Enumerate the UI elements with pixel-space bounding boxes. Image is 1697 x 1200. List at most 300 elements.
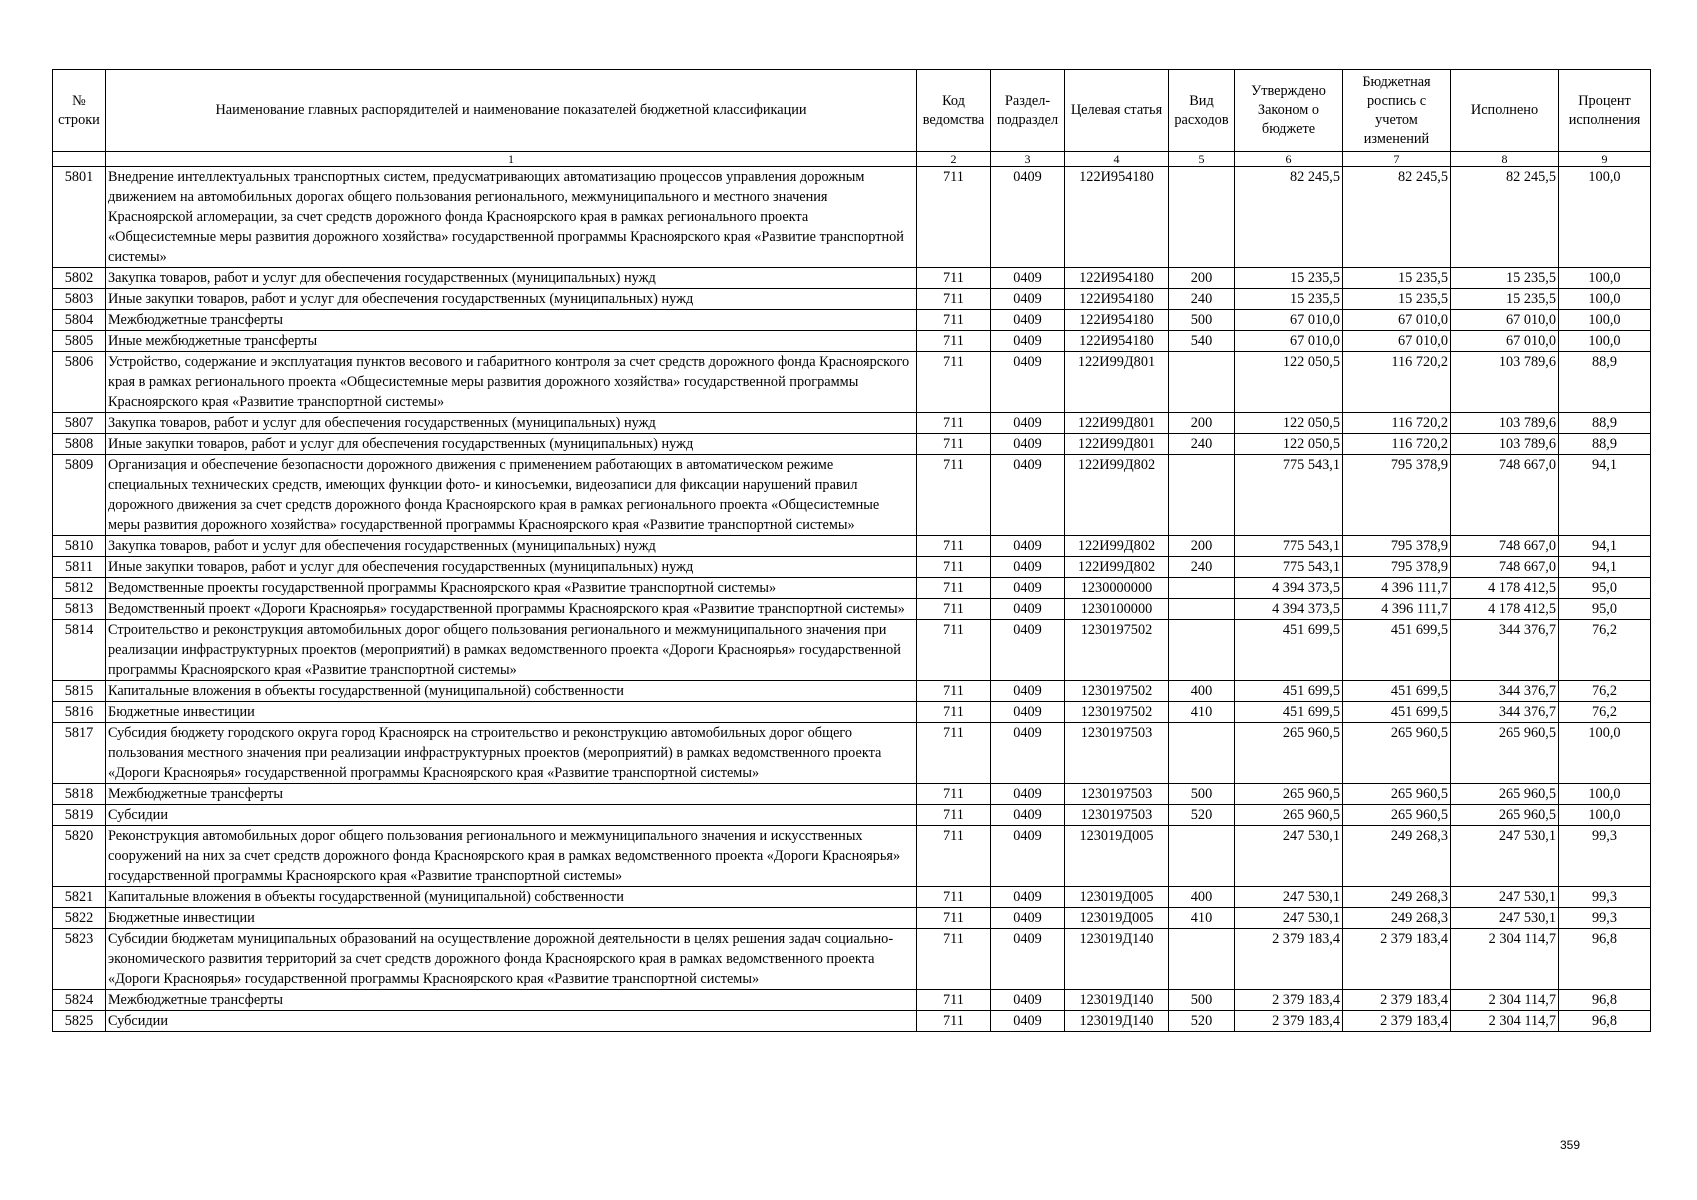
executed-amount-cell: 247 530,1 [1451,826,1559,887]
section-code-cell: 0409 [991,310,1065,331]
header-row [53,70,1651,152]
budget-plan-amount-cell: 2 379 183,4 [1343,990,1451,1011]
execution-percent-cell: 100,0 [1559,331,1651,352]
section-code-cell: 0409 [991,289,1065,310]
target-item-cell: 122И954180 [1065,268,1169,289]
table-body [53,167,1651,1032]
row-number-cell: 5805 [53,331,106,352]
column-number: 8 [1451,152,1559,167]
row-number-cell: 5811 [53,557,106,578]
executed-amount-cell: 4 178 412,5 [1451,599,1559,620]
executed-amount-cell: 2 304 114,7 [1451,990,1559,1011]
execution-percent-cell: 76,2 [1559,620,1651,681]
execution-percent-cell: 88,9 [1559,352,1651,413]
department-code-cell: 711 [917,805,991,826]
target-item-cell: 122И954180 [1065,167,1169,268]
row-number-cell: 5801 [53,167,106,268]
item-name-cell: Иные закупки товаров, работ и услуг для обеспечения государственных (муниципальных) нужд [106,557,917,578]
department-code-cell: 711 [917,599,991,620]
approved-amount-cell: 775 543,1 [1235,536,1343,557]
row-number-cell: 5815 [53,681,106,702]
executed-amount-cell: 265 960,5 [1451,723,1559,784]
section-code-cell: 0409 [991,578,1065,599]
executed-amount-cell: 247 530,1 [1451,908,1559,929]
expense-type-cell: 520 [1169,1011,1235,1032]
table-row [53,578,1651,599]
budget-plan-amount-cell: 15 235,5 [1343,268,1451,289]
table-row [53,784,1651,805]
department-code-cell: 711 [917,434,991,455]
target-item-cell: 122И954180 [1065,289,1169,310]
item-name-cell: Устройство, содержание и эксплуатация пунктов весового и габаритного контроля за счет средств дорожного фонда Красноярского края в рамках регионального проекта «Общесистемные меры развития дорожного хозяйства» государственной программы Красноярского края «Развитие транспортной системы» [106,352,917,413]
target-item-cell: 1230197502 [1065,681,1169,702]
section-code-cell: 0409 [991,620,1065,681]
approved-amount-cell: 775 543,1 [1235,455,1343,536]
execution-percent-cell: 100,0 [1559,723,1651,784]
table-row [53,536,1651,557]
expense-type-cell: 200 [1169,268,1235,289]
target-item-cell: 1230197502 [1065,702,1169,723]
table-row [53,352,1651,413]
section-code-cell: 0409 [991,908,1065,929]
table-row [53,289,1651,310]
approved-amount-cell: 122 050,5 [1235,434,1343,455]
header-executed: Исполнено [1451,70,1559,152]
target-item-cell: 1230000000 [1065,578,1169,599]
table-row [53,434,1651,455]
department-code-cell: 711 [917,908,991,929]
approved-amount-cell: 67 010,0 [1235,331,1343,352]
executed-amount-cell: 4 178 412,5 [1451,578,1559,599]
table-row [53,929,1651,990]
approved-amount-cell: 451 699,5 [1235,681,1343,702]
executed-amount-cell: 2 304 114,7 [1451,1011,1559,1032]
department-code-cell: 711 [917,578,991,599]
executed-amount-cell: 15 235,5 [1451,268,1559,289]
department-code-cell: 711 [917,990,991,1011]
approved-amount-cell: 265 960,5 [1235,805,1343,826]
table-row [53,620,1651,681]
item-name-cell: Иные закупки товаров, работ и услуг для обеспечения государственных (муниципальных) нужд [106,289,917,310]
budget-plan-amount-cell: 249 268,3 [1343,908,1451,929]
budget-plan-amount-cell: 795 378,9 [1343,455,1451,536]
budget-plan-amount-cell: 67 010,0 [1343,310,1451,331]
execution-percent-cell: 96,8 [1559,990,1651,1011]
budget-plan-amount-cell: 265 960,5 [1343,723,1451,784]
column-number-row [53,152,1651,167]
item-name-cell: Капитальные вложения в объекты государственной (муниципальной) собственности [106,681,917,702]
row-number-cell: 5825 [53,1011,106,1032]
execution-percent-cell: 100,0 [1559,310,1651,331]
execution-percent-cell: 100,0 [1559,167,1651,268]
budget-plan-amount-cell: 249 268,3 [1343,887,1451,908]
row-number-cell: 5819 [53,805,106,826]
header-section: Раздел-подраздел [991,70,1065,152]
executed-amount-cell: 247 530,1 [1451,887,1559,908]
approved-amount-cell: 4 394 373,5 [1235,599,1343,620]
row-number-cell: 5807 [53,413,106,434]
table-row [53,310,1651,331]
budget-plan-amount-cell: 265 960,5 [1343,805,1451,826]
expense-type-cell [1169,620,1235,681]
department-code-cell: 711 [917,702,991,723]
row-number-cell: 5812 [53,578,106,599]
target-item-cell: 122И99Д802 [1065,536,1169,557]
item-name-cell: Строительство и реконструкция автомобильных дорог общего пользования регионального и межмуниципального значения при реализации инфраструктурных проектов (мероприятий) в рамках ведомственного проекта «Дороги Красноярья» государственной программы Красноярского края «Развитие транспортной системы» [106,620,917,681]
execution-percent-cell: 100,0 [1559,805,1651,826]
item-name-cell: Субсидии [106,805,917,826]
item-name-cell: Межбюджетные трансферты [106,310,917,331]
expense-type-cell: 400 [1169,681,1235,702]
row-number-cell: 5824 [53,990,106,1011]
item-name-cell: Реконструкция автомобильных дорог общего пользования регионального и межмуниципального значения и искусственных сооружений на них за счет средств дорожного фонда Красноярского края в рамках ведомственного проекта «Дороги Красноярья» государственной программы Красноярского края «Развитие транспортной системы» [106,826,917,887]
department-code-cell: 711 [917,167,991,268]
expense-type-cell [1169,352,1235,413]
budget-plan-amount-cell: 451 699,5 [1343,620,1451,681]
row-number-cell: 5802 [53,268,106,289]
executed-amount-cell: 103 789,6 [1451,434,1559,455]
item-name-cell: Организация и обеспечение безопасности дорожного движения с применением работающих в автоматическом режиме специальных технических средств, имеющих функции фото- и киносъемки, видеозаписи для фиксации нарушений правил дорожного движения за счет средств дорожного фонда Красноярского края в рамках регионального проекта «Общесистемные меры развития дорожного хозяйства» государственной программы Красноярского края «Развитие транспортной системы» [106,455,917,536]
column-number: 9 [1559,152,1651,167]
execution-percent-cell: 95,0 [1559,578,1651,599]
approved-amount-cell: 247 530,1 [1235,826,1343,887]
row-number-cell: 5808 [53,434,106,455]
header-budget-plan: Бюджетная роспись с учетом изменений [1343,70,1451,152]
approved-amount-cell: 247 530,1 [1235,887,1343,908]
expense-type-cell: 520 [1169,805,1235,826]
expense-type-cell [1169,167,1235,268]
department-code-cell: 711 [917,929,991,990]
executed-amount-cell: 265 960,5 [1451,784,1559,805]
expense-type-cell: 240 [1169,434,1235,455]
expense-type-cell [1169,578,1235,599]
department-code-cell: 711 [917,1011,991,1032]
row-number-cell: 5804 [53,310,106,331]
executed-amount-cell: 344 376,7 [1451,681,1559,702]
table-row [53,908,1651,929]
target-item-cell: 123019Д140 [1065,1011,1169,1032]
budget-plan-amount-cell: 2 379 183,4 [1343,929,1451,990]
budget-plan-amount-cell: 116 720,2 [1343,352,1451,413]
target-item-cell: 1230197502 [1065,620,1169,681]
row-number-cell: 5817 [53,723,106,784]
table-row [53,413,1651,434]
table-row [53,557,1651,578]
row-number-cell: 5806 [53,352,106,413]
row-number-cell: 5814 [53,620,106,681]
execution-percent-cell: 94,1 [1559,557,1651,578]
section-code-cell: 0409 [991,702,1065,723]
section-code-cell: 0409 [991,455,1065,536]
expense-type-cell: 540 [1169,331,1235,352]
target-item-cell: 122И99Д801 [1065,434,1169,455]
row-number-cell: 5809 [53,455,106,536]
header-department-code: Код ведомства [917,70,991,152]
department-code-cell: 711 [917,310,991,331]
department-code-cell: 711 [917,681,991,702]
executed-amount-cell: 265 960,5 [1451,805,1559,826]
department-code-cell: 711 [917,413,991,434]
item-name-cell: Внедрение интеллектуальных транспортных систем, предусматривающих автоматизацию процессов управления дорожным движением на автомобильных дорогах общего пользования регионального, межмуниципального и местного значения Красноярской агломерации, за счет средств дорожного фонда Красноярского края в рамках регионального проекта «Общесистемные меры развития дорожного хозяйства» государственной программы Красноярского края «Развитие транспортной системы» [106,167,917,268]
target-item-cell: 122И954180 [1065,331,1169,352]
budget-plan-amount-cell: 795 378,9 [1343,536,1451,557]
item-name-cell: Межбюджетные трансферты [106,784,917,805]
table-row [53,805,1651,826]
section-code-cell: 0409 [991,805,1065,826]
column-number: 7 [1343,152,1451,167]
item-name-cell: Межбюджетные трансферты [106,990,917,1011]
department-code-cell: 711 [917,826,991,887]
execution-percent-cell: 88,9 [1559,413,1651,434]
expense-type-cell [1169,455,1235,536]
approved-amount-cell: 4 394 373,5 [1235,578,1343,599]
execution-percent-cell: 94,1 [1559,536,1651,557]
column-number: 5 [1169,152,1235,167]
executed-amount-cell: 103 789,6 [1451,352,1559,413]
execution-percent-cell: 94,1 [1559,455,1651,536]
budget-plan-amount-cell: 4 396 111,7 [1343,599,1451,620]
execution-percent-cell: 99,3 [1559,887,1651,908]
column-number: 1 [106,152,917,167]
section-code-cell: 0409 [991,784,1065,805]
budget-plan-amount-cell: 451 699,5 [1343,681,1451,702]
header-expense-type: Вид расходов [1169,70,1235,152]
department-code-cell: 711 [917,620,991,681]
table-row [53,167,1651,268]
expense-type-cell: 410 [1169,702,1235,723]
section-code-cell: 0409 [991,599,1065,620]
expense-type-cell: 200 [1169,536,1235,557]
expense-type-cell [1169,723,1235,784]
expense-type-cell: 500 [1169,784,1235,805]
target-item-cell: 123019Д005 [1065,908,1169,929]
executed-amount-cell: 67 010,0 [1451,331,1559,352]
table-row [53,455,1651,536]
budget-plan-amount-cell: 795 378,9 [1343,557,1451,578]
approved-amount-cell: 2 379 183,4 [1235,929,1343,990]
table-row [53,599,1651,620]
executed-amount-cell: 344 376,7 [1451,702,1559,723]
section-code-cell: 0409 [991,990,1065,1011]
executed-amount-cell: 2 304 114,7 [1451,929,1559,990]
approved-amount-cell: 15 235,5 [1235,289,1343,310]
department-code-cell: 711 [917,536,991,557]
item-name-cell: Закупка товаров, работ и услуг для обеспечения государственных (муниципальных) нужд [106,413,917,434]
execution-percent-cell: 99,3 [1559,826,1651,887]
item-name-cell: Закупка товаров, работ и услуг для обеспечения государственных (муниципальных) нужд [106,536,917,557]
target-item-cell: 122И954180 [1065,310,1169,331]
execution-percent-cell: 88,9 [1559,434,1651,455]
section-code-cell: 0409 [991,1011,1065,1032]
execution-percent-cell: 100,0 [1559,784,1651,805]
column-number: 4 [1065,152,1169,167]
column-number: 6 [1235,152,1343,167]
target-item-cell: 122И99Д802 [1065,557,1169,578]
column-number: 3 [991,152,1065,167]
item-name-cell: Иные закупки товаров, работ и услуг для обеспечения государственных (муниципальных) нужд [106,434,917,455]
department-code-cell: 711 [917,557,991,578]
target-item-cell: 122И99Д801 [1065,352,1169,413]
approved-amount-cell: 2 379 183,4 [1235,990,1343,1011]
expense-type-cell [1169,599,1235,620]
expense-type-cell: 200 [1169,413,1235,434]
column-number: 2 [917,152,991,167]
department-code-cell: 711 [917,784,991,805]
execution-percent-cell: 95,0 [1559,599,1651,620]
header-name: Наименование главных распорядителей и наименование показателей бюджетной классификации [106,70,917,152]
section-code-cell: 0409 [991,167,1065,268]
expense-type-cell: 240 [1169,289,1235,310]
execution-percent-cell: 99,3 [1559,908,1651,929]
approved-amount-cell: 265 960,5 [1235,723,1343,784]
execution-percent-cell: 76,2 [1559,681,1651,702]
target-item-cell: 123019Д005 [1065,887,1169,908]
row-number-cell: 5816 [53,702,106,723]
section-code-cell: 0409 [991,536,1065,557]
department-code-cell: 711 [917,289,991,310]
target-item-cell: 123019Д140 [1065,990,1169,1011]
section-code-cell: 0409 [991,681,1065,702]
executed-amount-cell: 67 010,0 [1451,310,1559,331]
item-name-cell: Иные межбюджетные трансферты [106,331,917,352]
section-code-cell: 0409 [991,413,1065,434]
table-row [53,723,1651,784]
department-code-cell: 711 [917,723,991,784]
budget-table [52,69,1651,1032]
row-number-cell: 5803 [53,289,106,310]
section-code-cell: 0409 [991,557,1065,578]
section-code-cell: 0409 [991,268,1065,289]
approved-amount-cell: 451 699,5 [1235,702,1343,723]
budget-plan-amount-cell: 451 699,5 [1343,702,1451,723]
section-code-cell: 0409 [991,434,1065,455]
department-code-cell: 711 [917,352,991,413]
item-name-cell: Субсидии [106,1011,917,1032]
section-code-cell: 0409 [991,723,1065,784]
approved-amount-cell: 2 379 183,4 [1235,1011,1343,1032]
approved-amount-cell: 67 010,0 [1235,310,1343,331]
row-number-cell: 5823 [53,929,106,990]
approved-amount-cell: 451 699,5 [1235,620,1343,681]
item-name-cell: Бюджетные инвестиции [106,702,917,723]
table-row [53,887,1651,908]
header-percent: Процент исполнения [1559,70,1651,152]
section-code-cell: 0409 [991,331,1065,352]
header-target-item: Целевая статья [1065,70,1169,152]
item-name-cell: Капитальные вложения в объекты государственной (муниципальной) собственности [106,887,917,908]
item-name-cell: Закупка товаров, работ и услуг для обеспечения государственных (муниципальных) нужд [106,268,917,289]
table-row [53,331,1651,352]
target-item-cell: 1230197503 [1065,805,1169,826]
approved-amount-cell: 122 050,5 [1235,352,1343,413]
executed-amount-cell: 15 235,5 [1451,289,1559,310]
table-row [53,681,1651,702]
row-number-cell: 5821 [53,887,106,908]
executed-amount-cell: 82 245,5 [1451,167,1559,268]
execution-percent-cell: 100,0 [1559,289,1651,310]
header-approved: Утверждено Законом о бюджете [1235,70,1343,152]
executed-amount-cell: 103 789,6 [1451,413,1559,434]
header-row-number: № строки [53,70,106,152]
approved-amount-cell: 82 245,5 [1235,167,1343,268]
budget-plan-amount-cell: 67 010,0 [1343,331,1451,352]
executed-amount-cell: 748 667,0 [1451,536,1559,557]
expense-type-cell [1169,826,1235,887]
executed-amount-cell: 748 667,0 [1451,455,1559,536]
target-item-cell: 1230100000 [1065,599,1169,620]
approved-amount-cell: 122 050,5 [1235,413,1343,434]
executed-amount-cell: 344 376,7 [1451,620,1559,681]
budget-plan-amount-cell: 2 379 183,4 [1343,1011,1451,1032]
expense-type-cell: 410 [1169,908,1235,929]
section-code-cell: 0409 [991,887,1065,908]
expense-type-cell: 400 [1169,887,1235,908]
item-name-cell: Бюджетные инвестиции [106,908,917,929]
target-item-cell: 123019Д140 [1065,929,1169,990]
execution-percent-cell: 96,8 [1559,929,1651,990]
table-row [53,702,1651,723]
department-code-cell: 711 [917,887,991,908]
budget-plan-amount-cell: 82 245,5 [1343,167,1451,268]
target-item-cell: 1230197503 [1065,723,1169,784]
budget-plan-amount-cell: 265 960,5 [1343,784,1451,805]
section-code-cell: 0409 [991,826,1065,887]
approved-amount-cell: 15 235,5 [1235,268,1343,289]
row-number-cell: 5810 [53,536,106,557]
target-item-cell: 122И99Д802 [1065,455,1169,536]
table-row [53,826,1651,887]
expense-type-cell [1169,929,1235,990]
table-row [53,990,1651,1011]
target-item-cell: 123019Д005 [1065,826,1169,887]
department-code-cell: 711 [917,455,991,536]
row-number-cell: 5822 [53,908,106,929]
execution-percent-cell: 100,0 [1559,268,1651,289]
item-name-cell: Ведомственные проекты государственной программы Красноярского края «Развитие транспортной системы» [106,578,917,599]
budget-plan-amount-cell: 116 720,2 [1343,434,1451,455]
item-name-cell: Субсидия бюджету городского округа город Красноярск на строительство и реконструкцию автомобильных дорог общего пользования местного значения при реализации инфраструктурных проектов (мероприятий) в рамках ведомственного проекта «Дороги Красноярья» государственной программы Красноярского края «Развитие транспортной системы» [106,723,917,784]
approved-amount-cell: 265 960,5 [1235,784,1343,805]
budget-plan-amount-cell: 249 268,3 [1343,826,1451,887]
page-number: 359 [1560,1138,1581,1152]
budget-plan-amount-cell: 116 720,2 [1343,413,1451,434]
approved-amount-cell: 775 543,1 [1235,557,1343,578]
department-code-cell: 711 [917,331,991,352]
execution-percent-cell: 96,8 [1559,1011,1651,1032]
target-item-cell: 1230197503 [1065,784,1169,805]
row-number-cell: 5818 [53,784,106,805]
target-item-cell: 122И99Д801 [1065,413,1169,434]
section-code-cell: 0409 [991,352,1065,413]
expense-type-cell: 240 [1169,557,1235,578]
item-name-cell: Субсидии бюджетам муниципальных образований на осуществление дорожной деятельности в целях решения задач социально-экономического развития территорий за счет средств дорожного фонда Красноярского края в рамках ведомственного проекта «Дороги Красноярья» государственной программы Красноярского края «Развитие транспортной системы» [106,929,917,990]
expense-type-cell: 500 [1169,990,1235,1011]
row-number-cell: 5813 [53,599,106,620]
row-number-cell: 5820 [53,826,106,887]
budget-plan-amount-cell: 4 396 111,7 [1343,578,1451,599]
executed-amount-cell: 748 667,0 [1451,557,1559,578]
execution-percent-cell: 76,2 [1559,702,1651,723]
table-row [53,268,1651,289]
column-number-empty [53,152,106,167]
item-name-cell: Ведомственный проект «Дороги Красноярья» государственной программы Красноярского края «Развитие транспортной системы» [106,599,917,620]
expense-type-cell: 500 [1169,310,1235,331]
section-code-cell: 0409 [991,929,1065,990]
department-code-cell: 711 [917,268,991,289]
approved-amount-cell: 247 530,1 [1235,908,1343,929]
budget-plan-amount-cell: 15 235,5 [1343,289,1451,310]
table-row [53,1011,1651,1032]
